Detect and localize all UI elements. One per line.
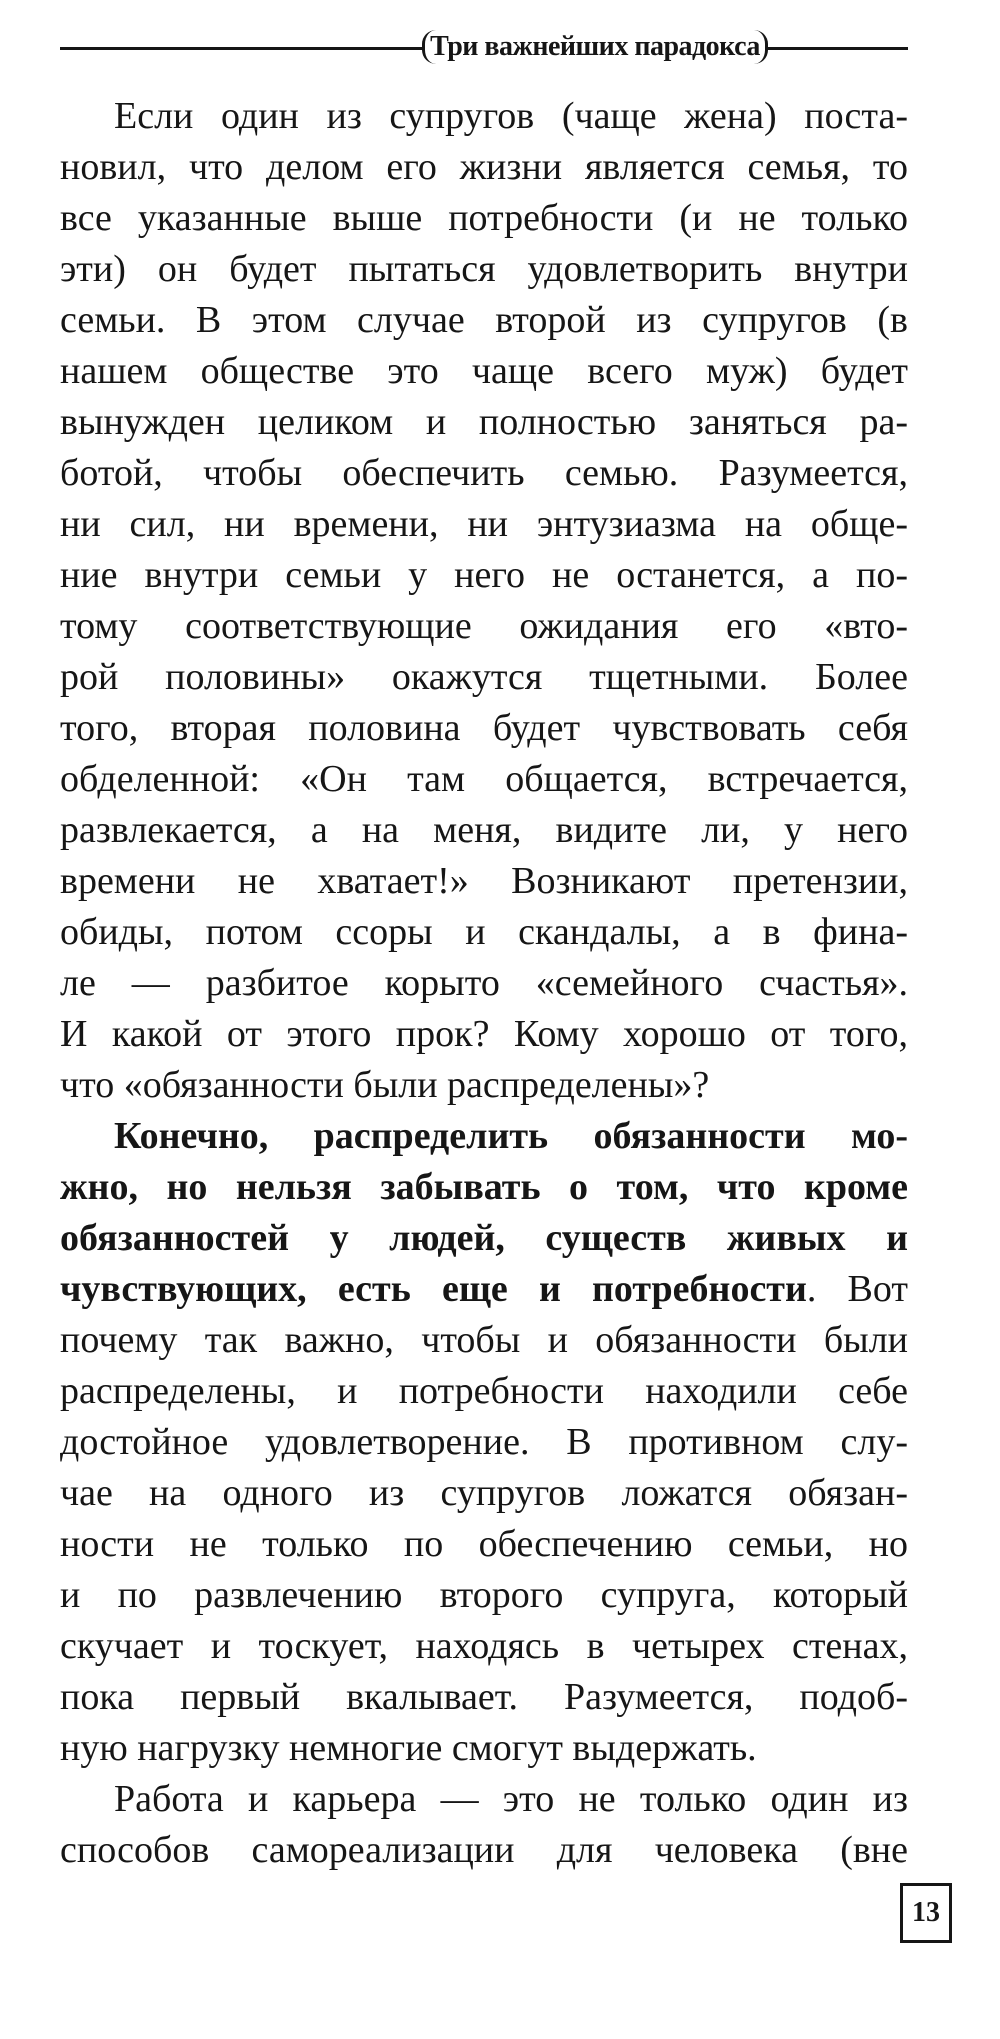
text-line: обделенной: «Он там общается, встречается,	[60, 758, 908, 800]
header-rule-left	[60, 47, 425, 50]
text-line-mixed	[60, 1264, 908, 1315]
text-line: рой половины» окажутся тщетными. Более	[60, 656, 908, 698]
text-line: и по развлечению второго супруга, который	[60, 1574, 908, 1616]
text-line-bold: Конечно, распределить обязанности мо-	[114, 1115, 908, 1157]
text-line: почему так важно, чтобы и обязанности были	[60, 1319, 908, 1361]
text-line: эти) он будет пытаться удовлетворить внутри	[60, 248, 908, 290]
text-line: обиды, потом ссоры и скандалы, а в фина-	[60, 911, 908, 953]
text-continuation: . Вот	[806, 1268, 908, 1310]
text-line: распределены, и потребности находили себе	[60, 1370, 908, 1412]
text-line: тому соответствующие ожидания его «вто-	[60, 605, 908, 647]
text-line: что «обязанности были распределены»?	[60, 1064, 710, 1106]
text-line: времени не хватает!» Возникают претензии,	[60, 860, 908, 902]
text-line: ле — разбитое корыто «семейного счастья».	[60, 962, 908, 1004]
body-text	[60, 91, 908, 1876]
running-header	[60, 28, 908, 68]
text-line: Если один из супругов (чаще жена) поста-	[114, 95, 908, 137]
text-line: ни сил, ни времени, ни энтузиазма на обще-	[60, 503, 908, 545]
running-title: Три важнейших парадокса	[422, 30, 768, 64]
text-line-bold: обязанностей у людей, существ живых и	[60, 1217, 908, 1259]
emphasis-text: чувствующих, есть еще и потребности	[60, 1268, 807, 1310]
text-line: способов самореализации для человека (вне	[60, 1829, 908, 1871]
text-line: Работа и карьера — это не только один из	[114, 1778, 908, 1820]
text-line: все указанные выше потребности (и не только	[60, 197, 908, 239]
header-rule-right	[768, 47, 908, 50]
text-line: пока первый вкалывает. Разумеется, подоб-	[60, 1676, 908, 1718]
text-line: ную нагрузку немногие смогут выдержать.	[60, 1727, 757, 1769]
text-line: достойное удовлетворение. В противном слу-	[60, 1421, 908, 1463]
text-line: ности не только по обеспечению семьи, но	[60, 1523, 908, 1565]
text-line: семьи. В этом случае второй из супругов (в	[60, 299, 908, 341]
text-line: скучает и тоскует, находясь в четырех стенах,	[60, 1625, 908, 1667]
text-line-bold: жно, но нельзя забывать о том, что кроме	[60, 1166, 908, 1208]
text-line: того, вторая половина будет чувствовать себя	[60, 707, 908, 749]
text-line: чае на одного из супругов ложатся обязан-	[60, 1472, 908, 1514]
text-line: нашем обществе это чаще всего муж) будет	[60, 350, 908, 392]
text-line: развлекается, а на меня, видите ли, у него	[60, 809, 908, 851]
page-number: 13	[900, 1883, 952, 1943]
text-line: И какой от этого прок? Кому хорошо от того,	[60, 1013, 908, 1055]
text-line: вынужден целиком и полностью заняться ра-	[60, 401, 908, 443]
text-line: ботой, чтобы обеспечить семью. Разумеется,	[60, 452, 908, 494]
text-line: новил, что делом его жизни является семья, то	[60, 146, 908, 188]
text-line: ние внутри семьи у него не останется, а по-	[60, 554, 908, 596]
